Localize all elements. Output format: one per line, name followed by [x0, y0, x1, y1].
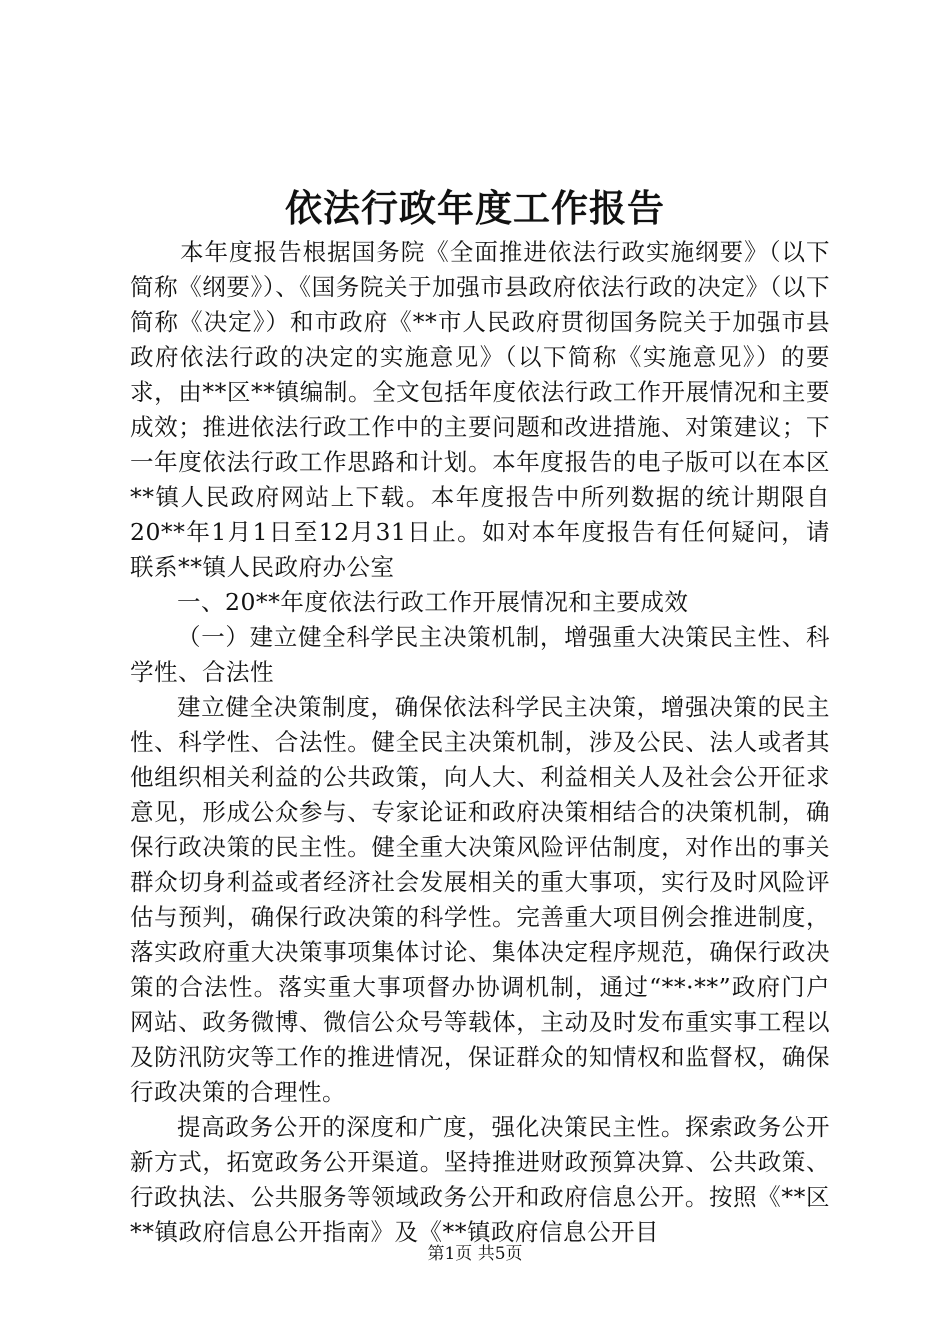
section-heading: 一、20**年度依法行政工作开展情况和主要成效: [177, 588, 689, 616]
body-paragraph: 建立健全决策制度，确保依法科学民主决策，增强决策的民主性、科学性、合法性。健全民主决策机制，涉及公民、法人或者其他组织相关利益的公共政策，向人大、利益相关人及社会公开征求意见，形成公众参与、专家论证和政府决策相结合的决策机制，确保行政决策的民主性。健全重大决策风险评估制度，对作出的事关群众切身利益或者经济社会发展相关的重大事项，实行及时风险评估与预判，确保行政决策的科学性。完善重大项目例会推进制度，落实政府重大决策事项集体讨论、集体决定程序规范，确保行政决策的合法性。落实重大事项督办协调机制，通过“**·**”政府门户网站、政务微博、微信公众号等载体，主动及时发布重实事工程以及防汛防灾等工作的推进情况，保证群众的知情权和监督权，确保行政决策的合理性。: [130, 693, 830, 1106]
subsection-heading: （一）建立健全科学民主决策机制，增强重大决策民主性、科学性、合法性: [130, 623, 830, 686]
document-title: 依法行政年度工作报告: [285, 186, 665, 230]
intro-paragraph: 本年度报告根据国务院《全面推进依法行政实施纲要》（以下简称《纲要》）、《国务院关于加强市县政府依法行政的决定》（以下简称《决定》）和市政府《**市人民政府贯彻国务院关于加强市县政府依法行政的决定的实施意见》（以下简称《实施意见》）的要求，由**区**镇编制。全文包括年度依法行政工作开展情况和主要成效；推进依法行政工作中的主要问题和改进措施、对策建议；下一年度依法行政工作思路和计划。本年度报告的电子版可以在本区**镇人民政府网站上下载。本年度报告中所列数据的统计期限自20**年1月1日至12月31日止。如对本年度报告有任何疑问，请联系**镇人民政府办公室: [130, 238, 830, 581]
body-paragraph: 提高政务公开的深度和广度，强化决策民主性。探索政务公开新方式，拓宽政务公开渠道。坚持推进财政预算决算、公共政策、行政执法、公共服务等领域政务公开和政府信息公开。按照《**区**镇政府信息公开指南》及《**镇政府信息公开目: [130, 1113, 830, 1246]
page-footer: 第1页 共5页: [427, 1244, 523, 1264]
document-body: [130, 235, 830, 1250]
